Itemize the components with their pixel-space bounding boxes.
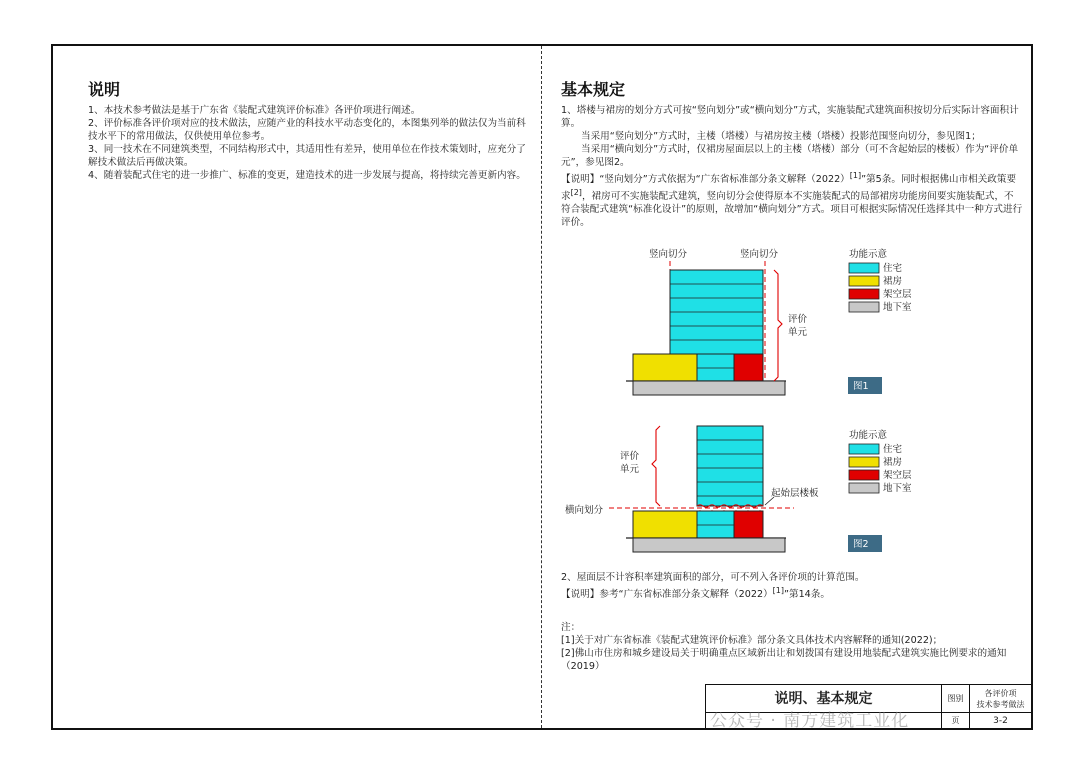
right-paragraph-1: 1、塔楼与裙房的划分方式可按“竖向划分”或“横向划分”方式，实施装配式建筑面积按切分后实际计容面积计算。 <box>561 105 1019 129</box>
right-paragraph-4 <box>561 169 1023 229</box>
left-paragraph-4: 4、随着装配式住宅的进一步推广、标准的变更，建造技术的进一步发展与提高，将持续完善更新内容。 <box>88 170 526 181</box>
ref-marker-2: [2] <box>570 188 582 198</box>
fig2-podium-left <box>633 511 697 538</box>
para4-part-b: ”第5条。同时根据佛山市相关政策要求 <box>561 174 1017 203</box>
fig2-podium-residential <box>697 511 734 538</box>
fig1-cut-label-left: 竖向切分 <box>649 249 688 260</box>
left-paragraph-3: 3、同一技术在不同建筑类型，不同结构形式中，其适用性有差异，使用单位在作技术策划时，应充分了解技术做法后再做决策。 <box>88 144 526 168</box>
right-lower-paragraphs <box>561 571 1023 601</box>
fig2-legend-swatch-podium <box>849 457 879 467</box>
fig1-basement <box>633 381 785 395</box>
fig2-tower <box>697 426 763 506</box>
fig2-legend-title: 功能示意 <box>849 430 888 441</box>
fig2-legend-label-basement: 地下室 <box>883 483 912 494</box>
fig1-podium-left <box>633 354 697 381</box>
fig2-legend-swatch-residential <box>849 444 879 454</box>
atlas-value-line-2: 技术参考做法 <box>976 700 1025 709</box>
para6-part-a: 【说明】参考“广东省标准部分条文解释（2022） <box>561 589 773 601</box>
ref-marker-1: [1] <box>849 171 862 180</box>
para4-part-a: 【说明】“竖向划分”方式依据为“广东省标准部分条文解释（2022） <box>561 174 850 186</box>
title-block-title: 说明、基本规定 <box>706 685 942 713</box>
title-block-page-label: 页 <box>942 713 970 729</box>
fig1-unit-bracket <box>774 270 782 381</box>
fig2-unit-label-2: 单元 <box>620 464 640 475</box>
fig2-horizontal-label: 横向划分 <box>565 505 604 516</box>
atlas-value-line-1: 各评价项 <box>984 689 1017 698</box>
fig2-legend-label-podium: 裙房 <box>883 457 903 468</box>
page-divider <box>541 46 542 728</box>
fig1-podium-residential <box>697 354 734 381</box>
right-heading: 基本规定 <box>561 80 626 99</box>
fig2-caption: 图2 <box>853 539 869 550</box>
left-paragraph-2: 2、评价标准各评价项对应的技术做法，应随产业的科技水平动态变化的，本图集列举的做法仅为当前科技水平下的常用做法，仅供使用单位参考。 <box>88 118 526 142</box>
fig1-legend-title: 功能示意 <box>849 249 888 260</box>
fig1-caption: 图1 <box>853 381 869 392</box>
left-paragraph-1: 1、本技术参考做法是基于广东省《装配式建筑评价标准》各评价项进行阐述。 <box>88 105 421 116</box>
figure-1 <box>556 244 916 404</box>
fig2-legend-swatch-open-floor <box>849 470 879 480</box>
fig2-legend-label-open-floor: 架空层 <box>883 470 912 481</box>
fig1-podium-open-floor <box>734 354 763 381</box>
para6-part-b: ”第14条。 <box>784 589 830 601</box>
right-paragraph-3: 当采用“横向划分”方式时，仅裙房屋面层以上的主楼（塔楼）部分（可不含起始层的楼板）作为“评价单元”，参见图2。 <box>561 144 1019 168</box>
fig1-unit-label-2: 单元 <box>788 327 808 338</box>
fig1-legend-swatch-podium <box>849 276 879 286</box>
note-2: [2]佛山市住房和城乡建设局关于明确重点区域新出让和划拨国有建设用地装配式建筑实施比例要求的通知（2019） <box>561 648 1007 672</box>
fig2-podium-open-floor <box>734 511 763 538</box>
fig2-legend <box>849 429 912 494</box>
fig1-legend-swatch-residential <box>849 263 879 273</box>
fig1-legend-label-residential: 住宅 <box>883 263 903 274</box>
title-block-atlas-value <box>970 685 1031 713</box>
fig1-legend-label-basement: 地下室 <box>883 302 912 313</box>
fig2-unit-bracket <box>652 426 660 506</box>
para4-part-c: ，裙房可不实施装配式建筑，竖向切分会使得原本不实施装配式的局部裙房功能房间要实施装配式，不符合装配式建筑“标准化设计”的原则，故增加“横向划分”方式。项目可根据实际情况任选择其中一种方式进行评价。 <box>561 191 1023 229</box>
fig2-legend-swatch-basement <box>849 483 879 493</box>
watermark: 公众号 · 南方建筑工业化 <box>710 711 910 731</box>
figure-2 <box>556 422 916 557</box>
right-paragraph-5: 2、屋面层不计容积率建筑面积的部分，可不列入各评价项的计算范围。 <box>561 572 865 583</box>
fig1-legend-swatch-open-floor <box>849 289 879 299</box>
fig1-unit-label-1: 评价 <box>788 314 808 325</box>
title-block-page-value: 3-2 <box>993 716 1008 726</box>
right-paragraph-2: 当采用“竖向划分”方式时，主楼（塔楼）与裙房按主楼（塔楼）投影范围竖向切分，参见图1； <box>581 131 981 142</box>
ref-marker-1b: [1] <box>772 586 785 595</box>
note-1: [1]关于对广东省标准《装配式建筑评价标准》部分条文具体技术内容解释的通知(2022)； <box>561 635 943 646</box>
fig1-tower <box>670 270 763 354</box>
right-paragraph-6 <box>561 584 1023 601</box>
fig2-unit-label-1: 评价 <box>620 451 640 462</box>
fig1-legend-label-open-floor: 架空层 <box>883 289 912 300</box>
left-heading: 说明 <box>88 80 121 99</box>
notes-title: 注： <box>561 622 581 633</box>
fig1-legend-label-podium: 裙房 <box>883 276 903 287</box>
fig2-basement <box>633 538 785 552</box>
notes-section <box>561 621 1023 673</box>
fig2-start-floor-label: 起始层楼板 <box>771 488 819 499</box>
left-paragraphs <box>88 104 528 182</box>
fig2-legend-label-residential: 住宅 <box>883 444 903 455</box>
fig1-cut-label-right: 竖向切分 <box>740 249 779 260</box>
fig1-legend <box>849 248 912 313</box>
right-paragraphs <box>561 104 1023 229</box>
title-block-atlas-label: 图别 <box>942 685 970 713</box>
fig1-legend-swatch-basement <box>849 302 879 312</box>
